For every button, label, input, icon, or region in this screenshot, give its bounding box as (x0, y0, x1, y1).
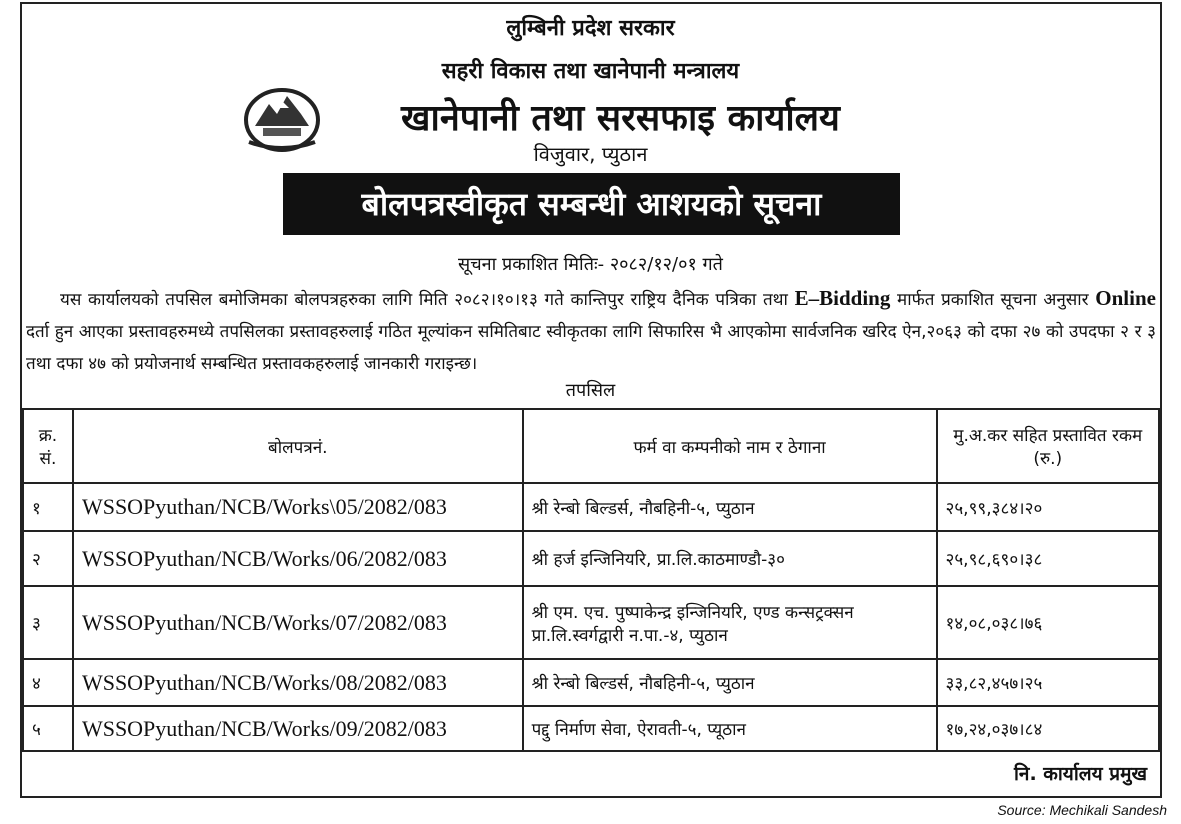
table-row (23, 531, 1159, 586)
sn-cell: २ (23, 531, 73, 586)
body-text: यस कार्यालयको तपसिल बमोजिमका बोलपत्रहरुका लागि मिति २०८२।१०।१३ गते कान्तिपुर राष्ट्रिय दैनिक पत्रिका तथा (60, 290, 795, 310)
notice-body (26, 282, 1156, 380)
table-header-row (23, 409, 1159, 483)
amount-cell: १७,२४,०३७।८४ (937, 706, 1160, 751)
bid-no-cell: WSSOPyuthan/NCB/Works/08/2082/083 (73, 659, 523, 706)
office-location: विजुवार, प्युठान (533, 142, 648, 166)
body-text: दर्ता हुन आएका प्रस्तावहरुमध्ये तपसिलका प्रस्तावहरुलाई गठित मूल्यांकन समितिबाट स्वीकृतका लागि सिफारिस भै आएकोमा सार्वजनिक खरिद ऐन,२०६३ को दफा २७ को उपदफा २ र ३ तथा दफा ४७ को प्रयोजनार्थ सम्बन्धित प्रस्तावकहरुलाई जानकारी गराइन्छ। (26, 322, 1156, 374)
col-amount: मु.अ.कर सहित प्रस्तावित रकम (रु.) (937, 409, 1160, 483)
bid-no-cell: WSSOPyuthan/NCB/Works/06/2082/083 (73, 531, 523, 586)
firm-cell: श्री हर्ज इन्जिनियरि, प्रा.लि.काठमाण्डौ-३० (523, 531, 937, 586)
source-credit: Source: Mechikali Sandesh (997, 802, 1167, 818)
body-text: मार्फत प्रकाशित सूचना अनुसार (890, 290, 1096, 310)
sn-cell: ३ (23, 586, 73, 659)
table-row (23, 483, 1159, 531)
amount-cell: ३३,८२,४५७।२५ (937, 659, 1160, 706)
notice-title: बोलपत्रस्वीकृत सम्बन्धी आशयको सूचना (283, 173, 900, 235)
sn-cell: १ (23, 483, 73, 531)
col-bid-no: बोलपत्रनं. (73, 409, 523, 483)
firm-cell: श्री रेन्बो बिल्डर्स, नौबहिनी-५, प्युठान (523, 659, 937, 706)
tapsil-heading: तपसिल (565, 380, 616, 401)
bid-no-cell: WSSOPyuthan/NCB/Works/07/2082/083 (73, 586, 523, 659)
signature: नि. कार्यालय प्रमुख (1014, 763, 1147, 785)
ministry-name: सहरी विकास तथा खानेपानी मन्त्रालय (441, 59, 740, 84)
publish-date: सूचना प्रकाशित मितिः- २०८२/१२/०१ गते (458, 254, 723, 275)
firm-cell: पद्दु निर्माण सेवा, ऐरावती-५, प्यूठान (523, 706, 937, 751)
sn-cell: ४ (23, 659, 73, 706)
amount-cell: २५,९९,३८४।२० (937, 483, 1160, 531)
table-row (23, 586, 1159, 659)
office-name: खानेपानी तथा सरसफाइ कार्यालय (401, 98, 840, 139)
bid-no-cell: WSSOPyuthan/NCB/Works\05/2082/083 (73, 483, 523, 531)
firm-cell: श्री एम. एच. पुष्पाकेन्द्र इन्जिनियरि, एण्ड कन्सट्रक्सन प्रा.लि.स्वर्गद्वारी न.पा.-४, प्युठान (523, 586, 937, 659)
firm-cell: श्री रेन्बो बिल्डर्स, नौबहिनी-५, प्युठान (523, 483, 937, 531)
sn-cell: ५ (23, 706, 73, 751)
bid-table (22, 408, 1160, 752)
bid-no-cell: WSSOPyuthan/NCB/Works/09/2082/083 (73, 706, 523, 751)
ebidding-text: E–Bidding (794, 286, 891, 310)
government-name: लुम्बिनी प्रदेश सरकार (506, 16, 675, 41)
table-row (23, 706, 1159, 751)
online-text: Online (1095, 286, 1156, 310)
amount-cell: २५,९८,६९०।३८ (937, 531, 1160, 586)
amount-cell: १४,०८,०३८।७६ (937, 586, 1160, 659)
table-row (23, 659, 1159, 706)
col-firm: फर्म वा कम्पनीको नाम र ठेगाना (523, 409, 937, 483)
col-sn: क्र. सं. (23, 409, 73, 483)
